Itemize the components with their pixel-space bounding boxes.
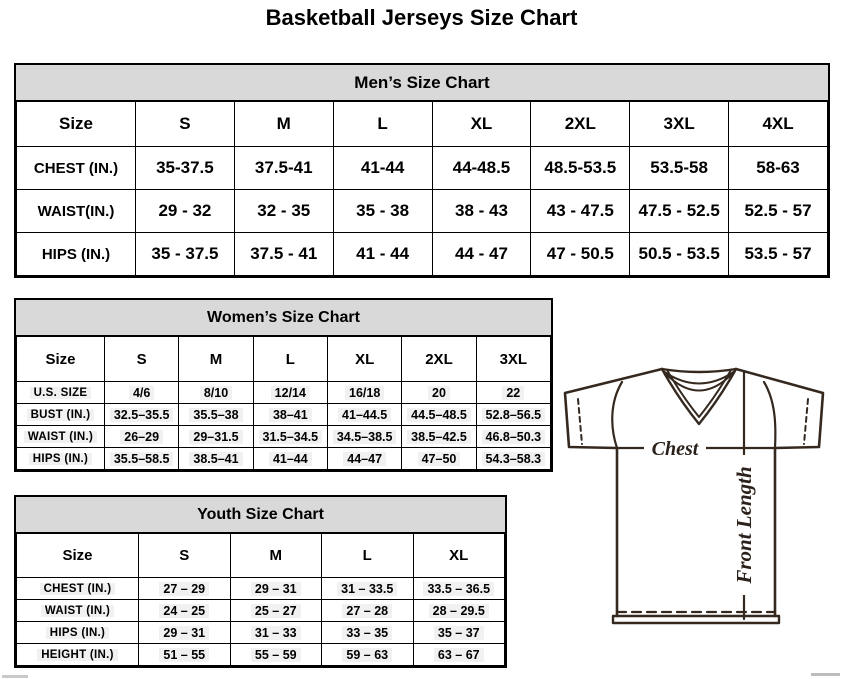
column-header-cell: S [105,337,179,382]
value-cell: 27 – 29 [139,578,231,600]
column-header-cell: L [253,337,327,382]
value-cell: 12/14 [253,382,327,404]
value-cell: 58-63 [729,147,828,190]
size-header-row [17,102,828,147]
value-cell: 55 – 59 [230,644,322,666]
row-label-cell: BUST (IN.) [17,404,105,426]
table-row [17,147,828,190]
value-cell: 46.8–50.3 [476,426,550,448]
value-cell: 22 [476,382,550,404]
value-cell: 44 - 47 [432,233,531,276]
column-header-cell: M [230,534,322,578]
value-cell: 31 – 33 [230,622,322,644]
youth-table [16,533,505,666]
row-label-cell: HIPS (IN.) [17,233,136,276]
jersey-hem [613,616,779,623]
value-cell: 20 [402,382,476,404]
value-cell: 29 - 32 [136,190,235,233]
value-cell: 41–44 [253,448,327,470]
womens-table [16,336,551,470]
table-row [17,622,505,644]
value-cell: 41-44 [333,147,432,190]
value-cell: 35.5–38 [179,404,253,426]
row-label-cell: WAIST(IN.) [17,190,136,233]
value-cell: 53.5 - 57 [729,233,828,276]
value-cell: 38–41 [253,404,327,426]
table-row [17,644,505,666]
value-cell: 35.5–58.5 [105,448,179,470]
row-label-cell: WAIST (IN.) [17,600,139,622]
value-cell: 37.5 - 41 [234,233,333,276]
value-cell: 35 - 38 [333,190,432,233]
value-cell: 31 – 33.5 [322,578,414,600]
column-header-cell: L [333,102,432,147]
column-header-cell: S [136,102,235,147]
value-cell: 44–47 [327,448,401,470]
jersey-outline [565,369,823,616]
value-cell: 35 – 37 [413,622,505,644]
column-header-cell: Size [17,534,139,578]
value-cell: 27 – 28 [322,600,414,622]
page-title: Basketball Jerseys Size Chart [265,5,578,30]
column-header-cell: 4XL [729,102,828,147]
value-cell: 41 - 44 [333,233,432,276]
row-label-cell: CHEST (IN.) [17,147,136,190]
scrollbar-fragment-left[interactable] [2,675,28,678]
value-cell: 25 – 27 [230,600,322,622]
column-header-cell: Size [17,337,105,382]
mens-table-title: Men’s Size Chart [16,65,828,101]
value-cell: 34.5–38.5 [327,426,401,448]
youth-table-title: Youth Size Chart [16,497,505,533]
column-header-cell: XL [327,337,401,382]
row-label-cell: U.S. SIZE [17,382,105,404]
size-header-row [17,337,551,382]
value-cell: 52.5 - 57 [729,190,828,233]
value-cell: 44-48.5 [432,147,531,190]
column-header-cell: S [139,534,231,578]
value-cell: 63 – 67 [413,644,505,666]
column-header-cell: M [179,337,253,382]
value-cell: 35-37.5 [136,147,235,190]
value-cell: 8/10 [179,382,253,404]
table-row [17,404,551,426]
value-cell: 4/6 [105,382,179,404]
value-cell: 50.5 - 53.5 [630,233,729,276]
size-header-row [17,534,505,578]
value-cell: 59 – 63 [322,644,414,666]
mens-table [16,101,828,276]
value-cell: 33.5 – 36.5 [413,578,505,600]
column-header-cell: 3XL [630,102,729,147]
column-header-cell: 2XL [531,102,630,147]
row-label-cell: CHEST (IN.) [17,578,139,600]
right-cuff-dashed-line [804,399,808,444]
value-cell: 29 – 31 [230,578,322,600]
table-row [17,190,828,233]
womens-table-title: Women’s Size Chart [16,300,551,336]
right-armhole-seam [764,382,775,448]
value-cell: 41–44.5 [327,404,401,426]
scrollbar-fragment-right[interactable] [811,673,840,676]
value-cell: 28 – 29.5 [413,600,505,622]
value-cell: 38.5–41 [179,448,253,470]
table-row [17,448,551,470]
youth-size-chart [14,495,507,668]
value-cell: 48.5-53.5 [531,147,630,190]
value-cell: 26–29 [105,426,179,448]
value-cell: 29 – 31 [139,622,231,644]
value-cell: 29–31.5 [179,426,253,448]
value-cell: 32.5–35.5 [105,404,179,426]
column-header-cell: XL [432,102,531,147]
value-cell: 38.5–42.5 [402,426,476,448]
row-label-cell: HEIGHT (IN.) [17,644,139,666]
value-cell: 47–50 [402,448,476,470]
value-cell: 24 – 25 [139,600,231,622]
value-cell: 43 - 47.5 [531,190,630,233]
value-cell: 37.5-41 [234,147,333,190]
column-header-cell: XL [413,534,505,578]
row-label-cell: HIPS (IN.) [17,448,105,470]
value-cell: 33 – 35 [322,622,414,644]
chest-label: Chest [651,438,699,460]
table-row [17,233,828,276]
value-cell: 53.5-58 [630,147,729,190]
value-cell: 31.5–34.5 [253,426,327,448]
value-cell: 44.5–48.5 [402,404,476,426]
table-row [17,382,551,404]
value-cell: 54.3–58.3 [476,448,550,470]
value-cell: 38 - 43 [432,190,531,233]
table-row [17,578,505,600]
womens-size-chart [14,298,553,472]
column-header-cell: L [322,534,414,578]
left-cuff-dashed-line [578,399,582,444]
value-cell: 47 - 50.5 [531,233,630,276]
jersey-measurement-diagram [558,362,828,628]
table-row [17,426,551,448]
front-length-label-group [732,455,756,595]
column-header-cell: Size [17,102,136,147]
value-cell: 52.8–56.5 [476,404,550,426]
table-row [17,600,505,622]
value-cell: 47.5 - 52.5 [630,190,729,233]
value-cell: 35 - 37.5 [136,233,235,276]
mens-size-chart [14,63,830,278]
value-cell: 32 - 35 [234,190,333,233]
row-label-cell: WAIST (IN.) [17,426,105,448]
column-header-cell: 3XL [476,337,550,382]
left-armhole-seam [612,382,622,448]
front-length-label: Front Length [732,466,756,584]
value-cell: 16/18 [327,382,401,404]
value-cell: 51 – 55 [139,644,231,666]
row-label-cell: HIPS (IN.) [17,622,139,644]
collar-icon [662,369,736,372]
column-header-cell: M [234,102,333,147]
column-header-cell: 2XL [402,337,476,382]
